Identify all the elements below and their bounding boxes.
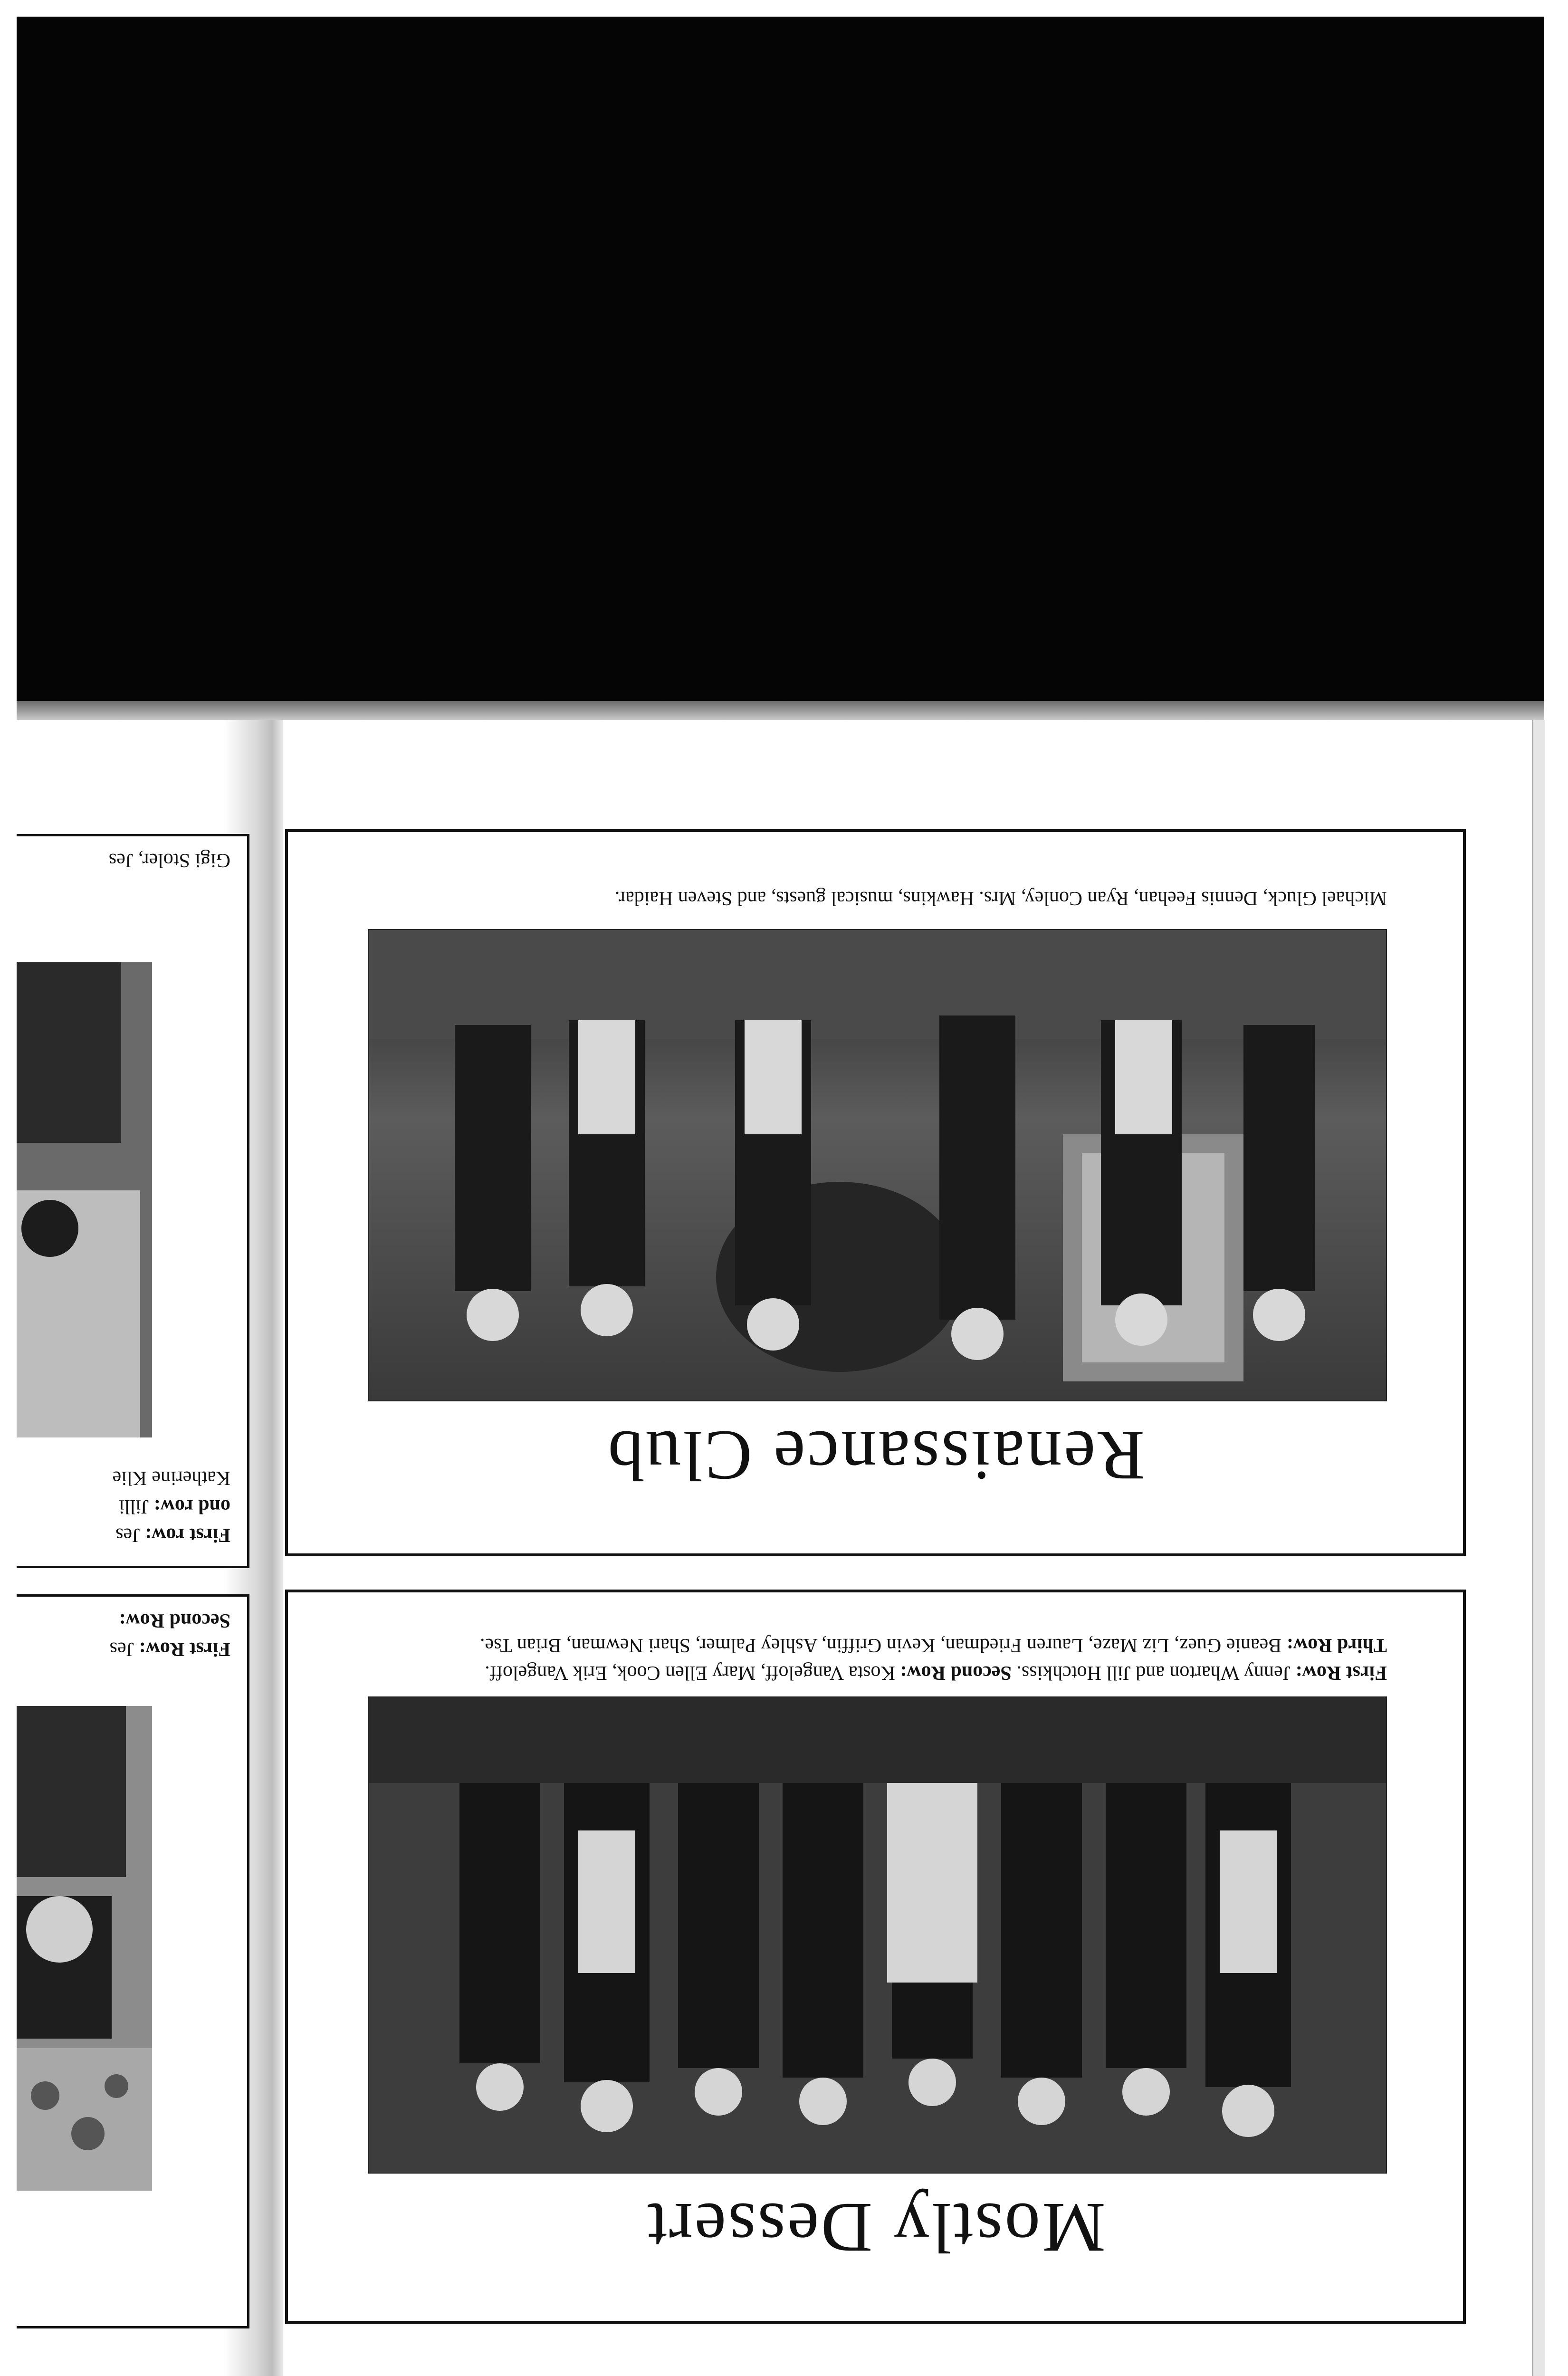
left-page-top-panel (17, 834, 249, 1568)
left-top-row1: Jes (115, 1524, 140, 1546)
left-bottom-row2-label: Second Row: (119, 1610, 230, 1631)
mostly-dessert-panel (285, 1590, 1466, 2324)
mostly-dessert-caption (370, 1631, 1387, 1686)
page-edge (1532, 720, 1545, 2376)
renaissance-club-panel (285, 829, 1466, 1556)
book-top-edge (17, 701, 1544, 720)
left-top-photo (17, 962, 152, 1437)
scanner-background (17, 17, 1544, 701)
renaissance-club-title: Renaissance Club (606, 1416, 1145, 1495)
third-row-names: Beanie Guez, Liz Maze, Lauren Friedman, Kevin Griffin, Ashley Palmer, Shari Newman, Brian Tse. (479, 1634, 1282, 1656)
left-top-row2-label: ond row: (153, 1495, 230, 1517)
first-row-label: First Row: (1295, 1662, 1387, 1684)
renaissance-club-photo (368, 929, 1387, 1401)
left-top-row1-label: First row: (145, 1524, 230, 1546)
left-bottom-photo (17, 1706, 152, 2191)
first-row-names: Jenny Wharton and Jill Hotchkiss. (1016, 1662, 1291, 1684)
left-top-caption (21, 1464, 230, 1549)
third-row-label: Third Row: (1286, 1634, 1387, 1656)
renaissance-club-caption: Michael Gluck, Dennis Feehan, Ryan Conley, Mrs. Hawkins, musical guests, and Steven Haidar. (614, 887, 1387, 909)
mostly-dessert-photo (368, 1696, 1387, 2174)
second-row-label: Second Row: (900, 1662, 1012, 1684)
left-bottom-row1-label: First Row: (139, 1638, 230, 1660)
mostly-dessert-title: Mostly Dessert (645, 2188, 1106, 2267)
left-top-row2: Jilli (119, 1495, 149, 1517)
left-page-bottom-panel (17, 1594, 249, 2328)
second-row-names: Kosta Vangeloff, Mary Ellen Cook, Erik Vangeloff. (485, 1662, 895, 1684)
left-top-row3: Katherine Klie (112, 1467, 230, 1489)
left-bottom-caption (21, 1606, 230, 1663)
left-bottom-row1: Jes (109, 1638, 134, 1660)
left-top-caption-extra (21, 846, 230, 874)
left-top-row4: Gigi Stoler, Jes (108, 849, 230, 871)
